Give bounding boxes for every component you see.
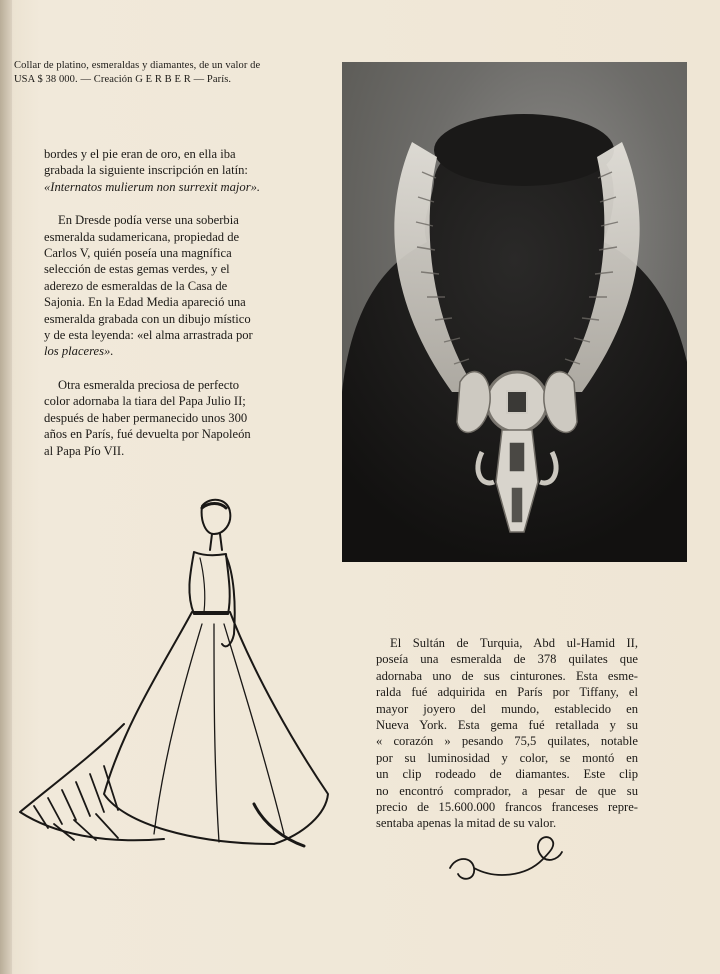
text-line: «Internatos mulierum non surrexit major».	[44, 179, 261, 194]
text-line: y de esta leyenda: «el alma arrastrada por	[44, 328, 253, 343]
text-line: bordes y el pie eran de oro, en ella iba	[44, 147, 236, 161]
text-line: Otra esmeralda preciosa de perfecto	[58, 377, 240, 392]
text-line: años en París, fué devuelta por Napoleón	[44, 427, 251, 442]
text-line: Sajonia. En la Edad Media apareció una	[44, 295, 246, 310]
pendant-stone-lower	[511, 487, 523, 523]
text-line: adornaba uno de sus cinturones. Esta esme-	[376, 668, 638, 683]
necklace-photo-art	[342, 62, 687, 562]
text-line: grabada la siguiente inscripción en latín:	[44, 163, 248, 178]
flourish-icon	[446, 830, 566, 886]
text-line: no encontró comprador, a pesar de que su	[376, 783, 638, 798]
emerald-stone	[507, 391, 527, 413]
pendant-stone	[509, 442, 525, 472]
text-line: « corazón » pesando 75,5 quilates, notable	[376, 734, 638, 749]
right-text-column	[376, 635, 638, 832]
paragraph	[44, 212, 320, 360]
text-line: precio de 15.600.000 francos franceses repre-	[376, 800, 638, 815]
text-line: poseía una esmeralda de 378 quilates que	[376, 652, 638, 667]
text-line: ralda fué adquirida en París por Tiffany, el	[376, 685, 638, 700]
text-line: al Papa Pío VII.	[44, 443, 125, 458]
text-line: por su luminosidad y color, se montó en	[376, 750, 638, 765]
text-line: Carlos V, quién poseía una magnífica	[44, 246, 232, 261]
text-line: aderezo de esmeraldas de la Casa de	[44, 278, 228, 293]
text-line: selección de estas gemas verdes, y el	[44, 262, 230, 277]
gown-illustration	[14, 494, 334, 869]
text-line: El Sultán de Turquia, Abd ul-Hamid II,	[390, 636, 638, 650]
necklace-photo	[342, 62, 687, 562]
figure-skirt	[104, 612, 328, 844]
text-line: los placeres».	[44, 344, 114, 359]
paragraph	[44, 377, 320, 459]
text-line: color adornaba la tiara del Papa Julio II;	[44, 394, 246, 409]
figure-bodice	[189, 552, 229, 614]
gown-sketch	[14, 494, 334, 864]
text-line: mayor joyero del mundo, establecido en	[376, 701, 638, 716]
photo-caption	[14, 59, 310, 87]
text-line: sentaba apenas la mitad de su valor.	[376, 816, 557, 831]
bust-neck-top	[434, 114, 614, 186]
text-line: Nueva York. Esta gema fué retallada y su	[376, 718, 638, 733]
paragraph	[44, 146, 320, 195]
flourish-ornament	[446, 830, 566, 891]
text-line: esmeralda sudamericana, propiedad de	[44, 229, 240, 244]
text-line: En Dresde podía verse una soberbia	[58, 213, 239, 228]
text-line: después de haber permanecido unos 300	[44, 410, 248, 425]
page-gutter	[0, 0, 12, 974]
caption-line: USA $ 38 000. — Creación G E R B E R — París.	[14, 74, 232, 85]
text-line: esmeralda grabada con un dibujo místico	[44, 311, 251, 326]
text-line: un clip rodeado de diamantes. Este clip	[376, 767, 638, 782]
left-text-column	[44, 146, 320, 476]
caption-line: Collar de platino, esmeraldas y diamantes, de un valor de	[14, 60, 261, 71]
